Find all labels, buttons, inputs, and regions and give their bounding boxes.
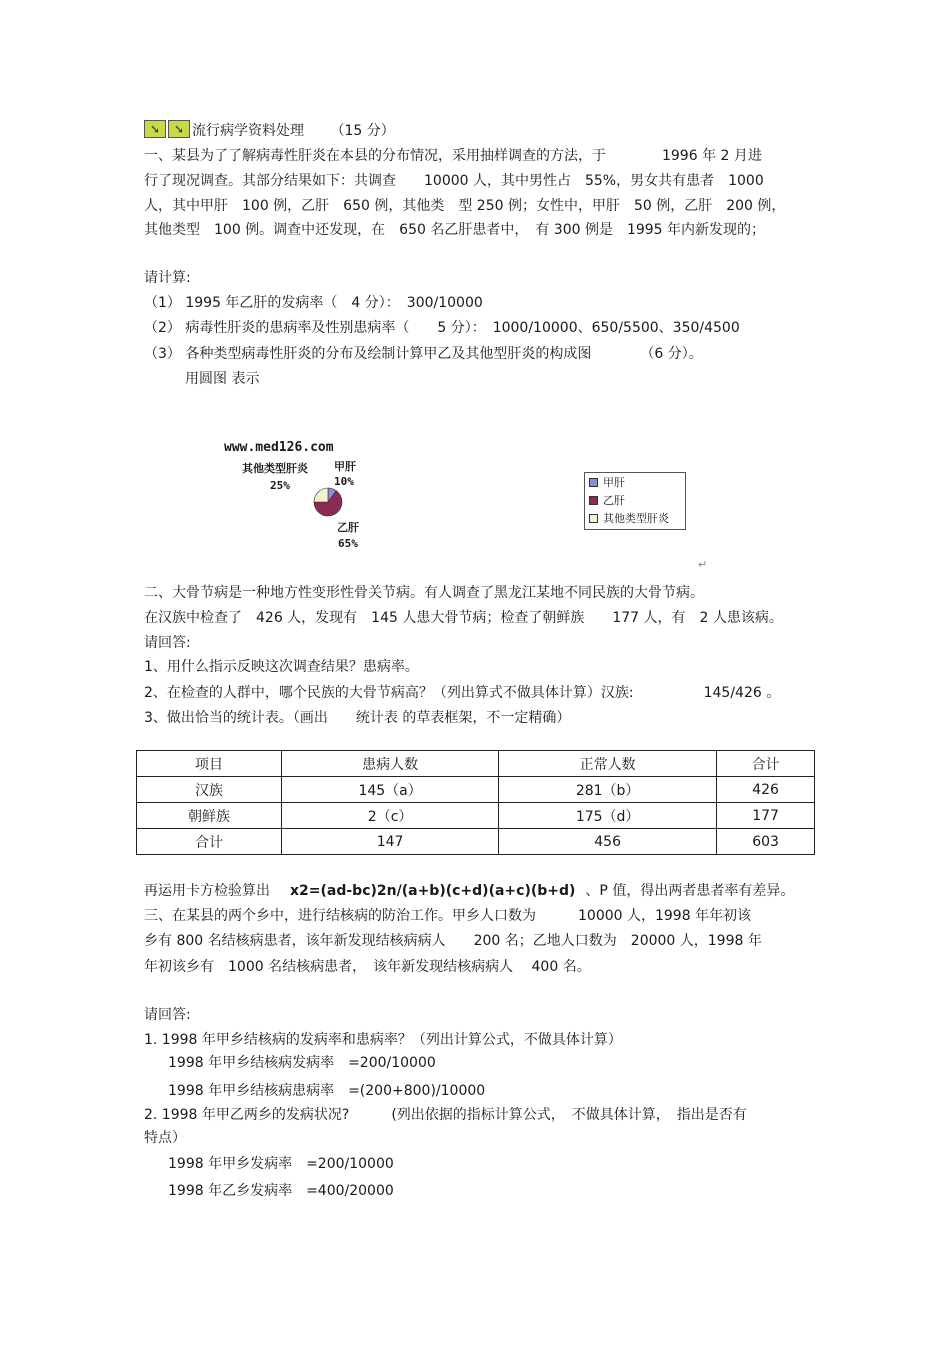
title-icons <box>144 120 190 138</box>
table-cell: 603 <box>717 829 815 855</box>
table-cell: 145（a） <box>282 777 499 803</box>
table-row <box>137 803 815 829</box>
slice-label: 乙肝 <box>337 521 359 534</box>
q2-line: 3、做出恰当的统计表。（画出 统计表 的草表框架，不一定精确） <box>144 710 571 726</box>
q2-line: 请回答: <box>144 635 191 651</box>
q3-line: 年初该乡有 1000 名结核病患者， 该年新发现结核病病人 400 名。 <box>144 959 591 975</box>
q1-line: 一、某县为了了解病毒性肝炎在本县的分布情况，采用抽样调查的方法，于 1996 年 2 月进 <box>144 148 762 164</box>
q3-answer: 1998 年甲乡结核病发病率 =200/10000 <box>168 1055 436 1071</box>
q3-answer: 1998 年乙乡发病率 =400/20000 <box>168 1183 394 1199</box>
slice-label: 甲肝 <box>334 460 356 473</box>
legend-swatch <box>589 496 598 505</box>
table-header: 正常人数 <box>499 751 717 777</box>
q3-answer: 1998 年甲乡结核病患病率 =(200+800)/10000 <box>168 1083 486 1099</box>
legend-item <box>585 473 685 491</box>
q3-sub: 2. 1998 年甲乙两乡的发病状况? (列出依据的指标计算公式， 不做具体计算， 指出是否有 <box>144 1107 747 1123</box>
q1-note: 用圆图 表示 <box>185 371 260 387</box>
table-cell: 177 <box>717 803 815 829</box>
slice-label: 其他类型肝炎 <box>242 462 308 475</box>
q1-item: （2） 病毒性肝炎的患病率及性别患病率（ 5 分）： 1000/10000、650/5500、350/4500 <box>144 320 740 336</box>
table-header-row <box>137 751 815 777</box>
q3-answer: 1998 年甲乡发病率 =200/10000 <box>168 1156 394 1172</box>
q2-line: 1、用什么指示反映这次调查结果？患病率。 <box>144 659 419 675</box>
q1-line: 人，其中甲肝 100 例，乙肝 650 例，其他类 型 250 例；女性中，甲肝 50 例，乙肝 200 例， <box>144 198 786 214</box>
legend-item <box>585 509 685 527</box>
table-cell: 合计 <box>137 829 282 855</box>
q3-sub-cont: 特点） <box>144 1130 186 1146</box>
table-cell: 汉族 <box>137 777 282 803</box>
q2-line: 在汉族中检查了 426 人，发现有 145 人患大骨节病；检查了朝鲜族 177 人，有 2 人患该病。 <box>144 610 783 626</box>
table-header: 患病人数 <box>282 751 499 777</box>
arrow-icon: ➘ <box>144 120 166 138</box>
table-cell: 2（c） <box>282 803 499 829</box>
slice-pct: 10% <box>334 475 354 488</box>
chi-square-line <box>144 880 794 900</box>
q3-ask: 请回答: <box>144 1007 191 1023</box>
q2-line: 2、在检查的人群中，哪个民族的大骨节病高？（列出算式不做具体计算）汉族: 145/426 。 <box>144 685 781 701</box>
legend-swatch <box>589 514 598 523</box>
legend-label: 甲肝 <box>603 476 625 489</box>
title-score: （15 分） <box>330 123 395 139</box>
stat-table <box>136 750 815 855</box>
pie-slice <box>314 488 328 502</box>
q2-line: 二、大骨节病是一种地方性变形性骨关节病。有人调查了黑龙江某地不同民族的大骨节病。 <box>144 585 704 601</box>
arrow-icon: ➘ <box>168 120 190 138</box>
legend-swatch <box>589 478 598 487</box>
slice-pct: 65% <box>338 537 358 550</box>
table-cell: 175（d） <box>499 803 717 829</box>
table-header: 项目 <box>137 751 282 777</box>
q1-item: （1） 1995 年乙肝的发病率（ 4 分）： 300/10000 <box>144 295 483 311</box>
q1-ask: 请计算: <box>144 270 191 286</box>
return-mark: ↵ <box>698 558 708 571</box>
legend-item <box>585 491 685 509</box>
legend-label: 其他类型肝炎 <box>603 512 669 525</box>
table-cell: 朝鲜族 <box>137 803 282 829</box>
chi-formula: x2=(ad-bc)2n/(a+b)(c+d)(a+c)(b+d) <box>290 883 576 899</box>
chart-legend <box>584 472 686 530</box>
table-cell: 426 <box>717 777 815 803</box>
q3-line: 乡有 800 名结核病患者，该年新发现结核病病人 200 名；乙地人口数为 20000 人，1998 年 <box>144 933 762 949</box>
slice-pct: 25% <box>270 479 290 492</box>
table-header: 合计 <box>717 751 815 777</box>
q1-item: （3） 各种类型病毒性肝炎的分布及绘制计算甲乙及其他型肝炎的构成图 （6 分）。 <box>144 346 703 362</box>
chart-title: www.med126.com <box>224 440 334 455</box>
table-row <box>137 829 815 855</box>
chi-suffix: 、P 值，得出两者患者率有差异。 <box>585 883 795 899</box>
legend-label: 乙肝 <box>603 494 625 507</box>
table-cell: 281（b） <box>499 777 717 803</box>
title-text: 流行病学资料处理 <box>192 123 304 139</box>
table-row <box>137 777 815 803</box>
section-title <box>192 120 395 140</box>
table-cell: 147 <box>282 829 499 855</box>
q3-sub: 1. 1998 年甲乡结核病的发病率和患病率？（列出计算公式，不做具体计算） <box>144 1032 622 1048</box>
pie-chart <box>312 486 344 518</box>
table-cell: 456 <box>499 829 717 855</box>
q1-line: 其他类型 100 例。调查中还发现，在 650 名乙肝患者中， 有 300 例是 1995 年内新发现的； <box>144 222 766 238</box>
q3-line: 三、在某县的两个乡中，进行结核病的防治工作。甲乡人口数为 10000 人，1998 年年初该 <box>144 908 752 924</box>
chi-prefix: 再运用卡方检验算出 <box>144 883 270 899</box>
q1-line: 行了现况调查。其部分结果如下：共调查 10000 人，其中男性占 55%，男女共有患者 1000 <box>144 173 764 189</box>
